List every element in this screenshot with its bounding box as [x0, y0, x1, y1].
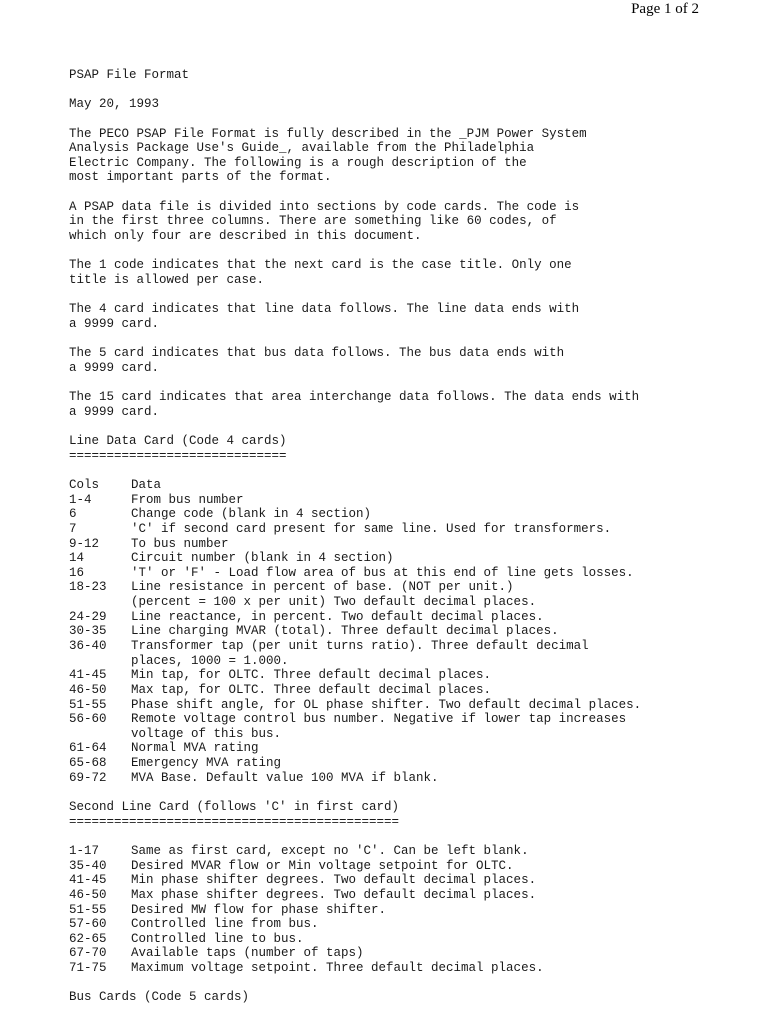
column-range: 46-50	[69, 682, 107, 697]
column-description: Min tap, for OLTC. Three default decimal places.	[131, 668, 492, 683]
column-row	[69, 932, 759, 947]
column-row	[69, 580, 759, 595]
column-description: Same as first card, except no 'C'. Can be left blank.	[131, 843, 529, 858]
column-range: 30-35	[69, 624, 107, 639]
column-description: Max tap, for OLTC. Three default decimal places.	[131, 682, 492, 697]
document-body	[69, 68, 759, 1005]
text-line: a 9999 card.	[69, 316, 160, 331]
blank-line	[69, 375, 759, 390]
blank-line	[69, 419, 759, 434]
column-row	[69, 507, 759, 522]
column-row	[69, 595, 759, 610]
column-row	[69, 888, 759, 903]
column-description: Maximum voltage setpoint. Three default decimal places.	[131, 961, 544, 976]
page-number: Page 1 of 2	[631, 1, 699, 17]
text-line: The PECO PSAP File Format is fully described in the _PJM Power System	[69, 126, 587, 141]
column-range: 65-68	[69, 756, 107, 771]
column-row	[69, 478, 759, 493]
column-range: 51-55	[69, 697, 107, 712]
text-line: =============================	[69, 448, 287, 463]
text-line: Analysis Package Use's Guide_, available from the Philadelphia	[69, 141, 535, 156]
blank-line	[69, 112, 759, 127]
column-description: Desired MVAR flow or Min voltage setpoint for OLTC.	[131, 858, 514, 873]
text-line: Bus Cards (Code 5 cards)	[69, 990, 250, 1005]
column-row	[69, 551, 759, 566]
text-line: The 1 code indicates that the next card is the case title. Only one	[69, 258, 572, 273]
text-line: in the first three columns. There are something like 60 codes, of	[69, 214, 557, 229]
column-range: 57-60	[69, 917, 107, 932]
column-row	[69, 683, 759, 698]
column-description: places, 1000 = 1.000.	[131, 653, 289, 668]
column-description: Data	[131, 477, 162, 492]
column-description: Desired MW flow for phase shifter.	[131, 902, 387, 917]
blank-line	[69, 463, 759, 478]
column-range: 36-40	[69, 638, 107, 653]
text-line: Line Data Card (Code 4 cards)	[69, 434, 287, 449]
column-row	[69, 493, 759, 508]
column-description: Controlled line from bus.	[131, 917, 319, 932]
column-range: 41-45	[69, 668, 107, 683]
blank-line	[69, 785, 759, 800]
text-line: The 15 card indicates that area interchange data follows. The data ends with	[69, 390, 640, 405]
column-range: 56-60	[69, 712, 107, 727]
blank-line	[69, 829, 759, 844]
column-row	[69, 624, 759, 639]
column-description: Line charging MVAR (total). Three default decimal places.	[131, 624, 559, 639]
column-row	[69, 756, 759, 771]
text-line: ============================================	[69, 814, 400, 829]
text-line: PSAP File Format	[69, 68, 190, 82]
column-description: MVA Base. Default value 100 MVA if blank.	[131, 770, 439, 785]
column-row	[69, 537, 759, 552]
column-description: 'C' if second card present for same line. Used for transformers.	[131, 521, 612, 536]
column-row	[69, 566, 759, 581]
column-row	[69, 844, 759, 859]
column-description: (percent = 100 x per unit) Two default decimal places.	[131, 595, 537, 610]
text-line: which only four are described in this document.	[69, 229, 422, 244]
column-row	[69, 741, 759, 756]
column-range: 9-12	[69, 536, 100, 551]
column-description: From bus number	[131, 492, 244, 507]
column-description: Line resistance in percent of base. (NOT per unit.)	[131, 580, 514, 595]
blank-line	[69, 244, 759, 259]
text-line: A PSAP data file is divided into sections by code cards. The code is	[69, 199, 580, 214]
column-range: 1-4	[69, 492, 92, 507]
column-row	[69, 639, 759, 654]
column-description: Change code (blank in 4 section)	[131, 507, 372, 522]
column-description: Normal MVA rating	[131, 741, 259, 756]
column-description: 'T' or 'F' - Load flow area of bus at this end of line gets losses.	[131, 565, 634, 580]
blank-line	[69, 288, 759, 303]
text-line: a 9999 card.	[69, 360, 160, 375]
column-description: Transformer tap (per unit turns ratio). Three default decimal	[131, 638, 589, 653]
text-line: The 4 card indicates that line data follows. The line data ends with	[69, 302, 580, 317]
column-range: 61-64	[69, 741, 107, 756]
column-range: Cols	[69, 477, 100, 492]
column-range: 35-40	[69, 858, 107, 873]
column-description: Phase shift angle, for OL phase shifter. Two default decimal places.	[131, 697, 642, 712]
column-description: voltage of this bus.	[131, 726, 282, 741]
column-range: 6	[69, 507, 77, 522]
column-row	[69, 903, 759, 918]
column-range: 14	[69, 551, 85, 566]
column-description: Line reactance, in percent. Two default decimal places.	[131, 609, 544, 624]
text-line: The 5 card indicates that bus data follows. The bus data ends with	[69, 346, 565, 361]
text-line: Second Line Card (follows 'C' in first card)	[69, 800, 400, 815]
column-row	[69, 668, 759, 683]
column-row	[69, 946, 759, 961]
column-row	[69, 522, 759, 537]
blank-line	[69, 332, 759, 347]
column-row	[69, 698, 759, 713]
column-range: 51-55	[69, 902, 107, 917]
column-row	[69, 771, 759, 786]
column-range: 18-23	[69, 580, 107, 595]
text-line: Electric Company. The following is a rough description of the	[69, 155, 527, 170]
column-row	[69, 859, 759, 874]
column-range: 62-65	[69, 931, 107, 946]
column-description: Min phase shifter degrees. Two default decimal places.	[131, 873, 537, 888]
column-description: Emergency MVA rating	[131, 756, 282, 771]
column-row	[69, 873, 759, 888]
text-line: a 9999 card.	[69, 404, 160, 419]
column-range: 69-72	[69, 770, 107, 785]
column-range: 1-17	[69, 843, 100, 858]
column-description: Available taps (number of taps)	[131, 946, 364, 961]
column-range: 16	[69, 565, 85, 580]
column-range: 67-70	[69, 946, 107, 961]
column-range: 71-75	[69, 961, 107, 976]
column-range: 41-45	[69, 873, 107, 888]
column-range: 7	[69, 521, 77, 536]
column-row	[69, 917, 759, 932]
text-line: May 20, 1993	[69, 97, 160, 112]
column-row	[69, 610, 759, 625]
column-row	[69, 727, 759, 742]
blank-line	[69, 83, 759, 98]
column-range: 24-29	[69, 609, 107, 624]
column-description: Remote voltage control bus number. Negative if lower tap increases	[131, 712, 627, 727]
text-line: most important parts of the format.	[69, 170, 332, 185]
column-description: Controlled line to bus.	[131, 931, 304, 946]
blank-line	[69, 185, 759, 200]
text-line: title is allowed per case.	[69, 272, 265, 287]
column-row	[69, 654, 759, 669]
column-description: Circuit number (blank in 4 section)	[131, 551, 394, 566]
column-description: To bus number	[131, 536, 229, 551]
column-row	[69, 712, 759, 727]
blank-line	[69, 976, 759, 991]
column-row	[69, 961, 759, 976]
column-range: 46-50	[69, 887, 107, 902]
column-description: Max phase shifter degrees. Two default decimal places.	[131, 887, 537, 902]
